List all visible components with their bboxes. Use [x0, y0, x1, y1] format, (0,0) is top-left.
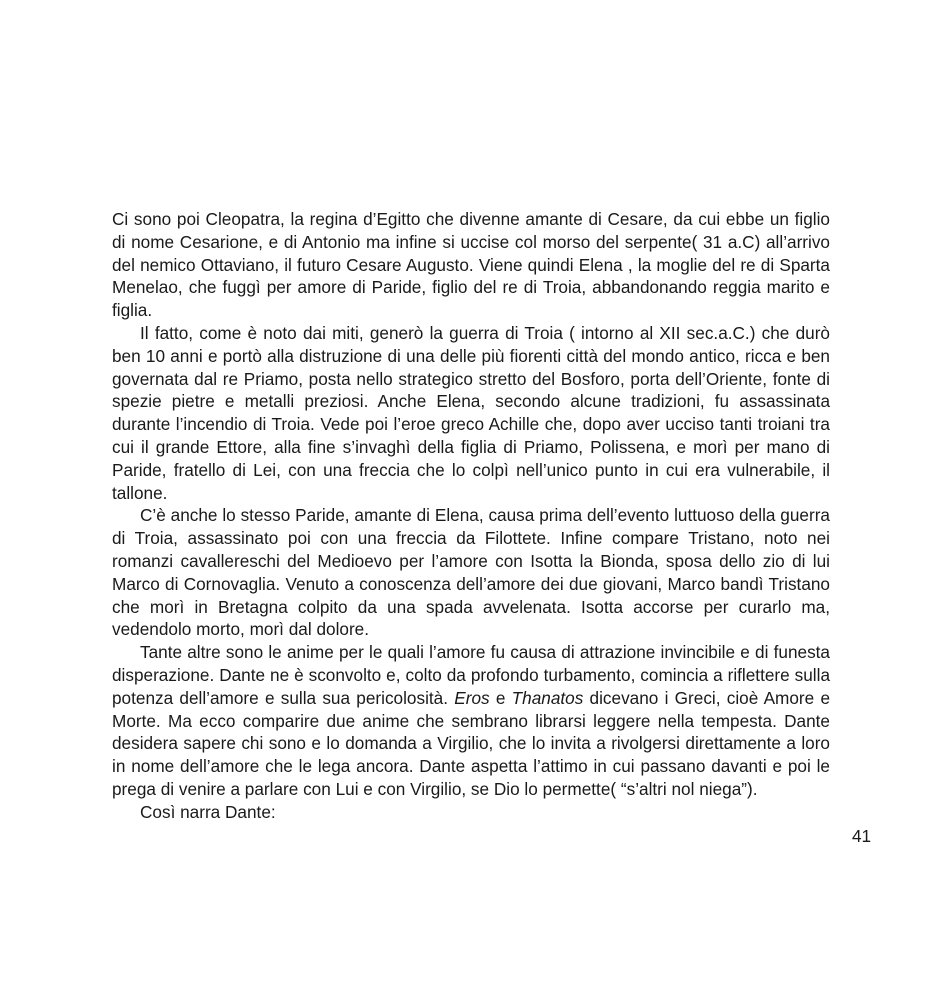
body-text: [112, 208, 830, 824]
term-thanatos: Thanatos: [511, 687, 584, 708]
paragraph-cleopatra: Ci sono poi Cleopatra, la regina d’Egitto che divenne amante di Cesare, da cui ebbe un figlio di nome Cesarione, e di Antonio ma infine si uccise col morso del serpente( 31 a.C) all’arrivo del nemico Ottaviano, il futuro Cesare Augusto. Viene quindi Elena , la moglie del re di Sparta Menelao, che fuggì per amore di Paride, figlio del re di Troia, abbandonando reggia marito e figlia.: [112, 209, 830, 321]
term-eros: Eros: [454, 687, 490, 708]
paragraph-text: dicevano i Greci, cioè Amore e Morte. Ma ecco comparire due anime che sembrano librarsi leggere nella tempesta. Dante desidera sapere chi sono e lo domanda a Virgilio, che lo invita a rivolgersi direttamente a loro in nome dell’amore che le lega ancora. Dante aspetta l’attimo in cui passano davanti e poi le prega di venire a parlare con Lui e con Virgilio, se Dio lo permette( “s’altri nol niega”).: [112, 687, 830, 799]
paragraph-eros-thanatos: [112, 641, 830, 801]
closing-line: Così narra Dante:: [140, 801, 276, 822]
page-number: 41: [852, 826, 872, 846]
conjunction: e: [489, 687, 512, 708]
paragraph-troy-war: Il fatto, come è noto dai miti, generò la guerra di Troia ( intorno al XII sec.a.C.) che durò ben 10 anni e portò alla distruzione di una delle più fiorenti città del mondo antico, ricca e ben governata dal re Priamo, posta nello strategico stretto del Bosforo, porta dell’Oriente, fonte di spezie pietre e metalli preziosi. Anche Elena, secondo alcune tradizioni, fu assassinata durante l’incendio di Troia. Vede poi l’eroe greco Achille che, dopo aver ucciso tanti troiani tra cui il grande Ettore, alla fine s’invaghì della figlia di Priamo, Polissena, e morì per mano di Paride, fratello di Lei, con una freccia che lo colpì nell’unico punto in cui era vulnerabile, il tallone.: [112, 322, 830, 503]
paragraph-text: Tante altre sono le anime per le quali l’amore fu causa di attrazione invincibile e di funesta disperazione. Dante ne è sconvolto e, colto da profondo turbamento, comincia a riflettere sulla potenza dell’amore e sulla sua pericolosità.: [112, 642, 830, 708]
paragraph-paride-tristano: C’è anche lo stesso Paride, amante di Elena, causa prima dell’evento luttuoso della guerra di Troia, assassinato poi con una freccia da Filottete. Infine compare Tristano, noto nei romanzi cavallereschi del Medioevo per l’amore con Isotta la Bionda, sposa dello zio di lui Marco di Cornovaglia. Venuto a conoscenza dell’amore dei due giovani, Marco bandì Tristano che morì in Bretagna colpito da una spada avvelenata. Isotta accorse per curarlo ma, vedendolo morto, morì dal dolore.: [112, 505, 830, 640]
